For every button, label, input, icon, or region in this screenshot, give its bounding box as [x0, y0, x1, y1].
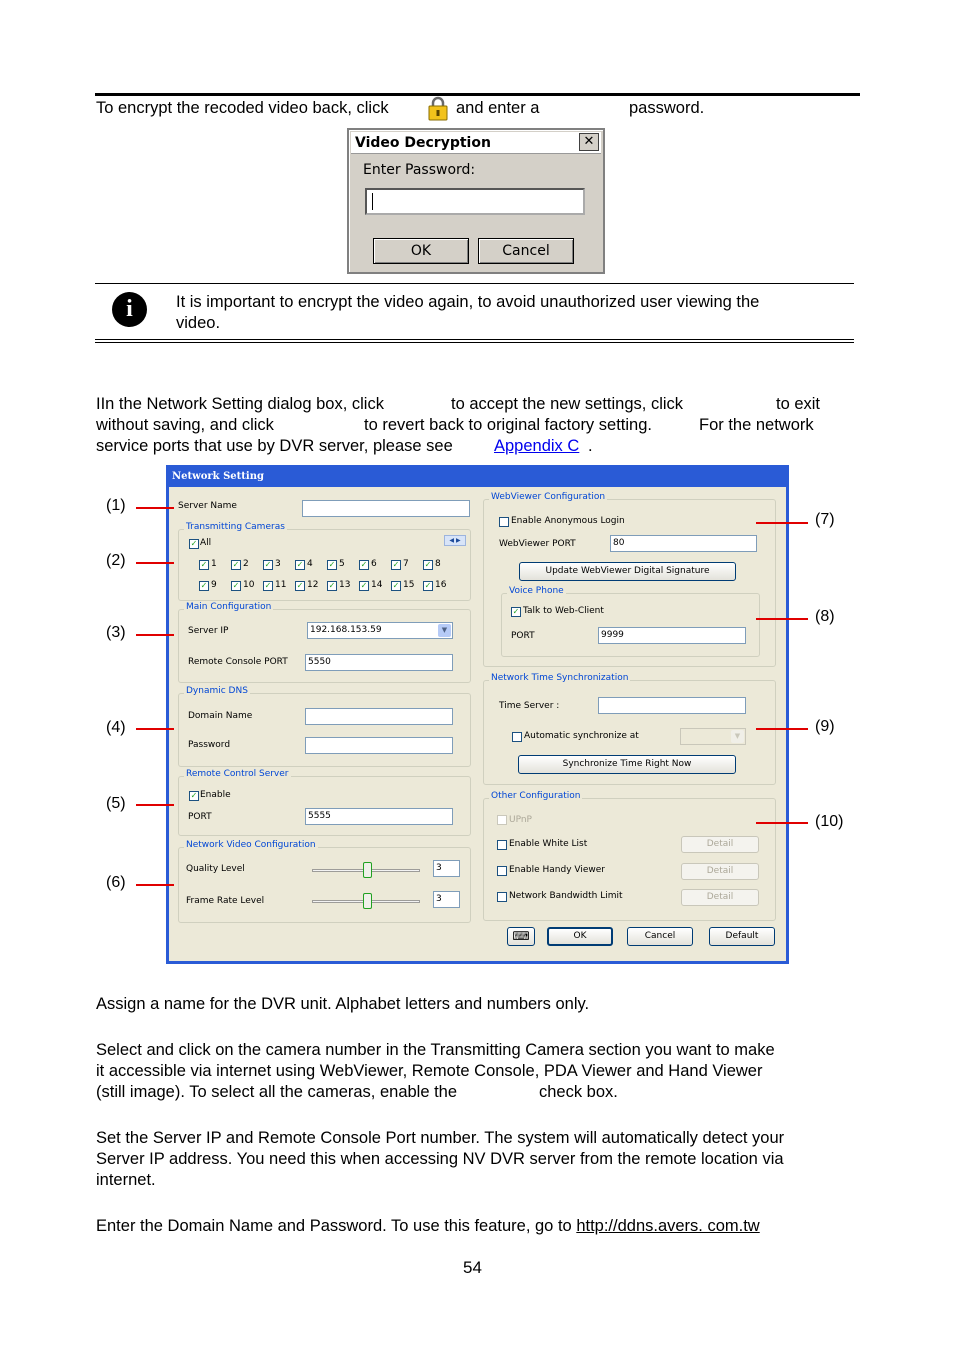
- quality-slider-thumb[interactable]: [363, 862, 372, 878]
- transmitting-cameras-group: Transmitting Cameras ✓ All ◀ ▶ ✓ 1 ✓ 2 ✓ 3 ✓ 4 ✓ 5 ✓ 6 ✓ 7 ✓ 8 ✓ 9 ✓ 10 ✓ 11 ✓ 12 ✓ 13 ✓ 14 ✓ 15 ✓ 16: [178, 529, 471, 601]
- callout-9-line: [756, 728, 808, 730]
- camera-checkbox-16[interactable]: ✓: [424, 581, 432, 590]
- camera-label-7: 7: [403, 559, 409, 569]
- camera-checkbox-8[interactable]: ✓: [424, 560, 432, 569]
- webviewer-port-label: WebViewer PORT: [499, 539, 576, 549]
- talk-to-web-client-label: Talk to Web-Client: [523, 606, 604, 616]
- quality-level-label: Quality Level: [186, 864, 245, 874]
- description-1: Assign a name for the DVR unit. Alphabet letters and numbers only.: [96, 995, 590, 1013]
- bandwidth-detail-button[interactable]: Detail: [681, 889, 759, 906]
- camera-label-12: 12: [307, 580, 319, 590]
- callout-7-line: [756, 522, 808, 524]
- callout-5-line: [136, 804, 174, 806]
- camera-checkbox-3[interactable]: ✓: [264, 560, 272, 569]
- page-number: 54: [463, 1258, 482, 1277]
- callout-3-line: [136, 634, 174, 636]
- camera-label-9: 9: [211, 580, 217, 590]
- callout-7: (7): [815, 511, 835, 528]
- callout-1-line: [136, 507, 174, 509]
- ddns-link[interactable]: http://ddns.avers. com.tw: [576, 1217, 760, 1235]
- remote-port-label: PORT: [188, 812, 212, 822]
- camera-label-13: 13: [339, 580, 351, 590]
- auto-sync-checkbox[interactable]: [512, 732, 522, 742]
- camera-checkbox-2[interactable]: ✓: [232, 560, 240, 569]
- cancel-button[interactable]: Cancel: [627, 927, 693, 946]
- ok-button[interactable]: OK: [547, 927, 613, 946]
- voice-phone-group: Voice Phone ✓ Talk to Web-Client PORT 9999: [501, 593, 760, 657]
- chevron-down-icon[interactable]: ▼: [731, 730, 744, 743]
- upnp-checkbox[interactable]: [497, 815, 507, 825]
- talk-to-web-client-checkbox[interactable]: ✓: [512, 607, 520, 616]
- password-label: Password: [188, 740, 231, 750]
- callout-8-line: [756, 618, 808, 620]
- note-rule-bottom-2: [95, 342, 854, 343]
- note-rule-bottom-1: [95, 339, 854, 340]
- callout-6: (6): [106, 874, 126, 891]
- remote-enable-checkbox[interactable]: ✓: [190, 791, 198, 800]
- remote-console-port-input[interactable]: 5550: [305, 654, 453, 671]
- callout-3: (3): [106, 624, 126, 641]
- callout-10-line: [756, 822, 808, 824]
- other-configuration-group: Other Configuration UPnP Enable White List Detail Enable Handy Viewer Detail Network Bandwidth Limit Detail: [483, 798, 776, 921]
- description-3: Set the Server IP and Remote Console Port number. The system will automatically detect your Server IP address. You need this when accessing NV DVR server from the remote location via internet.: [96, 1129, 785, 1189]
- camera-checkbox-13[interactable]: ✓: [328, 581, 336, 590]
- anonymous-login-checkbox[interactable]: [499, 517, 509, 527]
- camera-label-11: 11: [275, 580, 287, 590]
- camera-checkbox-12[interactable]: ✓: [296, 581, 304, 590]
- all-checkbox[interactable]: ✓: [190, 539, 198, 548]
- description-4: Enter the Domain Name and Password. To use this feature, go to http://ddns.avers. com.tw: [96, 1217, 760, 1235]
- camera-label-6: 6: [371, 559, 377, 569]
- camera-checkbox-10[interactable]: ✓: [232, 581, 240, 590]
- remote-control-server-group: Remote Control Server ✓ Enable PORT 5555: [178, 776, 471, 836]
- callout-2: (2): [106, 552, 126, 569]
- frame-rate-slider-thumb[interactable]: [363, 893, 372, 909]
- callout-1: (1): [106, 497, 126, 514]
- server-ip-select[interactable]: 192.168.153.59 ▼: [307, 622, 453, 639]
- callout-4: (4): [106, 719, 126, 736]
- server-name-label: Server Name: [178, 501, 237, 511]
- time-server-label: Time Server :: [499, 701, 560, 711]
- camera-label-2: 2: [243, 559, 249, 569]
- camera-checkbox-1[interactable]: ✓: [200, 560, 208, 569]
- voice-port-input[interactable]: 9999: [598, 627, 746, 644]
- keyboard-icon[interactable]: ⌨: [507, 927, 535, 946]
- dynamic-dns-group: Dynamic DNS Domain Name Password: [178, 693, 471, 767]
- close-button[interactable]: ✕: [579, 133, 599, 151]
- time-server-input[interactable]: [598, 697, 746, 714]
- domain-name-label: Domain Name: [188, 711, 253, 721]
- window-body: [169, 487, 786, 961]
- server-name-input[interactable]: [302, 500, 470, 517]
- callout-8: (8): [815, 608, 835, 625]
- white-list-checkbox[interactable]: [497, 840, 507, 850]
- white-list-label: Enable White List: [509, 839, 588, 849]
- handy-viewer-label: Enable Handy Viewer: [509, 865, 605, 875]
- intro-text-a: To encrypt the recoded video back, click: [96, 99, 389, 117]
- header-rule: [95, 93, 860, 96]
- auto-sync-label: Automatic synchronize at: [524, 731, 639, 741]
- quality-level-value[interactable]: 3: [433, 860, 460, 877]
- network-setting-window: [166, 465, 789, 964]
- camera-label-4: 4: [307, 559, 313, 569]
- update-webviewer-signature-button[interactable]: Update WebViewer Digital Signature: [519, 562, 736, 581]
- camera-label-15: 15: [403, 580, 415, 590]
- password-input[interactable]: [365, 188, 585, 215]
- callout-4-line: [136, 728, 174, 730]
- frame-rate-level-label: Frame Rate Level: [186, 896, 265, 906]
- camera-label-14: 14: [371, 580, 383, 590]
- password-label: Enter Password:: [363, 162, 476, 178]
- remote-enable-label: Enable: [200, 790, 231, 800]
- camera-checkbox-15[interactable]: ✓: [392, 581, 400, 590]
- camera-label-1: 1: [211, 559, 217, 569]
- note-text: It is important to encrypt the video again, to avoid unauthorized user viewing the video.: [176, 293, 760, 332]
- chevron-down-icon[interactable]: ▼: [438, 624, 451, 637]
- callout-9: (9): [815, 718, 835, 735]
- network-intro: IIn the Network Setting dialog box, click to accept the new settings, click to exit without saving, and click to revert back to original factory setting. For the network service ports that use by DVR server, please see Appendix C .: [96, 395, 821, 455]
- all-label: All: [200, 538, 212, 548]
- camera-label-16: 16: [435, 580, 447, 590]
- frame-rate-level-value[interactable]: 3: [433, 891, 460, 908]
- white-list-detail-button[interactable]: Detail: [681, 836, 759, 853]
- domain-name-input[interactable]: [305, 708, 453, 725]
- note-rule-top: [95, 283, 854, 284]
- upnp-label: UPnP: [509, 815, 532, 825]
- callout-2-line: [136, 562, 174, 564]
- webviewer-port-input[interactable]: 80: [610, 535, 757, 552]
- cancel-button[interactable]: Cancel: [478, 238, 574, 264]
- callout-6-line: [136, 884, 174, 886]
- main-configuration-group: Main Configuration Server IP 192.168.153.59 ▼ Remote Console PORT 5550: [178, 609, 471, 683]
- camera-checkbox-11[interactable]: ✓: [264, 581, 272, 590]
- camera-label-5: 5: [339, 559, 345, 569]
- camera-checkbox-4[interactable]: ✓: [296, 560, 304, 569]
- lock-icon[interactable]: [427, 96, 449, 121]
- ok-button[interactable]: OK: [373, 238, 469, 264]
- video-decryption-dialog: [347, 128, 605, 274]
- webviewer-configuration-group: WebViewer Configuration Enable Anonymous Login WebViewer PORT 80 Update WebViewer Digital Signature Voice Phone ✓ Talk to Web-Client PORT 9999: [483, 499, 776, 667]
- intro-text-b: and enter a: [456, 99, 540, 117]
- auto-sync-time-select[interactable]: [680, 728, 746, 745]
- voice-port-label: PORT: [511, 631, 535, 641]
- camera-checkbox-7[interactable]: ✓: [392, 560, 400, 569]
- camera-label-3: 3: [275, 559, 281, 569]
- window-title: Network Setting: [172, 471, 264, 482]
- camera-label-8: 8: [435, 559, 441, 569]
- camera-label-10: 10: [243, 580, 255, 590]
- remote-console-port-label: Remote Console PORT: [188, 657, 288, 667]
- camera-scroll-arrows[interactable]: ◀ ▶: [444, 535, 466, 546]
- server-ip-label: Server IP: [188, 626, 229, 636]
- bandwidth-limit-label: Network Bandwidth Limit: [509, 891, 623, 901]
- callout-5: (5): [106, 795, 126, 812]
- handy-viewer-checkbox[interactable]: [497, 866, 507, 876]
- dialog-title: Video Decryption: [351, 132, 601, 154]
- camera-checkbox-5[interactable]: ✓: [328, 560, 336, 569]
- remote-port-input[interactable]: 5555: [305, 808, 453, 825]
- default-button[interactable]: Default: [709, 927, 775, 946]
- intro-text-c: password.: [629, 99, 705, 117]
- camera-checkbox-14[interactable]: ✓: [360, 581, 368, 590]
- camera-checkbox-6[interactable]: ✓: [360, 560, 368, 569]
- bandwidth-limit-checkbox[interactable]: [497, 892, 507, 902]
- anonymous-login-label: Enable Anonymous Login: [511, 516, 625, 526]
- appendix-c-link[interactable]: Appendix C: [494, 437, 580, 455]
- sync-time-now-button[interactable]: Synchronize Time Right Now: [518, 755, 736, 774]
- info-icon: i: [112, 292, 147, 327]
- callout-10: (10): [815, 813, 844, 830]
- handy-viewer-detail-button[interactable]: Detail: [681, 863, 759, 880]
- intro-line: [96, 98, 796, 124]
- ddns-password-input[interactable]: [305, 737, 453, 754]
- camera-checkbox-9[interactable]: ✓: [200, 581, 208, 590]
- description-2: Select and click on the camera number in the Transmitting Camera section you want to make it accessible via internet using WebViewer, Remote Console, PDA Viewer and Hand Viewer (still image). To select all the cameras, enable the check box.: [96, 1041, 775, 1101]
- network-video-configuration-group: Network Video Configuration Quality Level 3 Frame Rate Level 3: [178, 847, 471, 923]
- time-sync-group: Network Time Synchronization Time Server : Automatic synchronize at ▼ Synchronize Time Right Now: [483, 680, 776, 785]
